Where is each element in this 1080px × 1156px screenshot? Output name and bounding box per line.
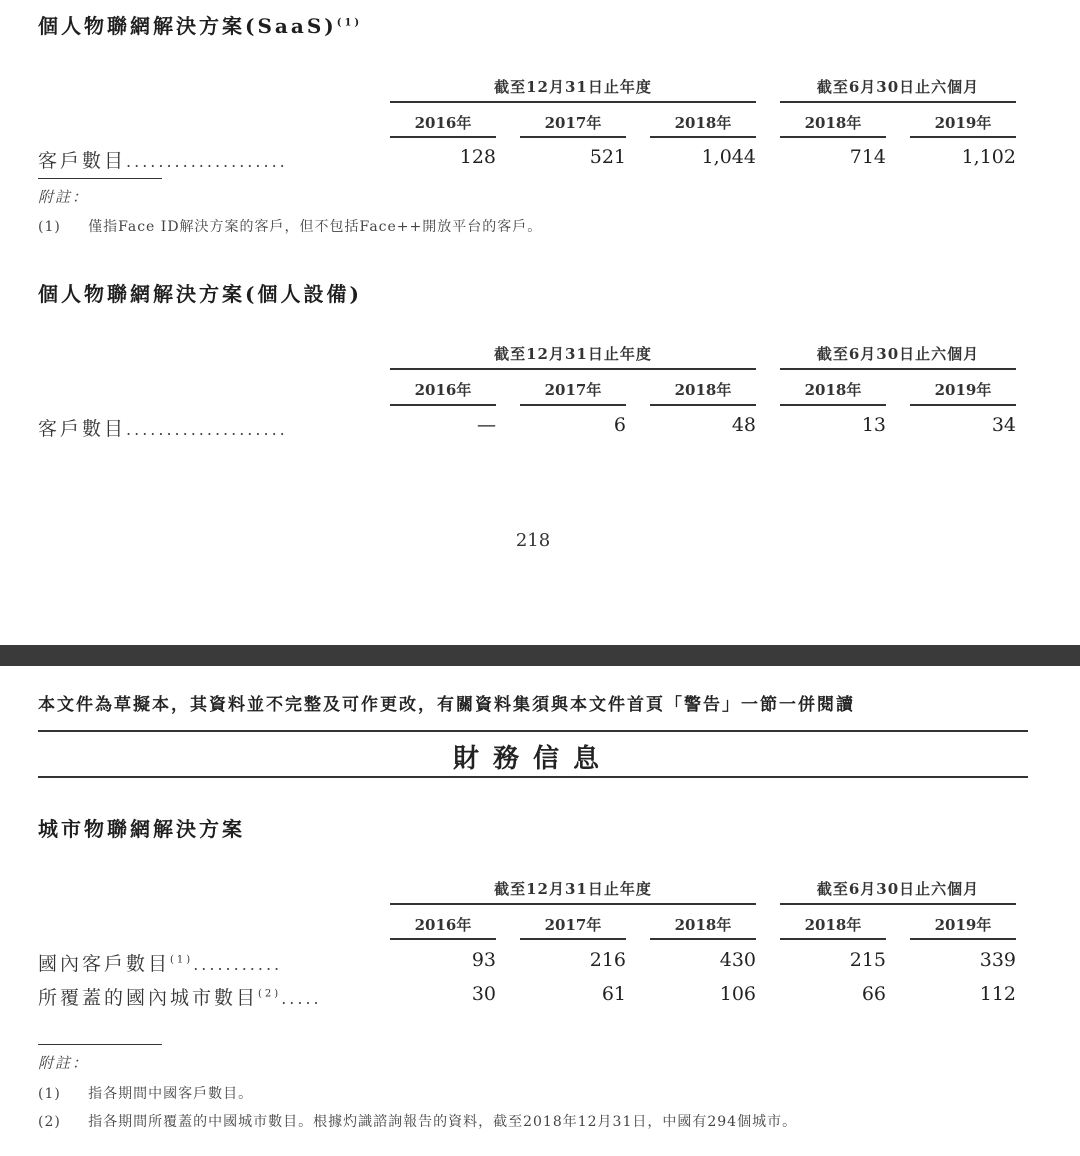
rule [390,368,756,370]
row-label: 客戶數目.................... [38,418,288,440]
table-cell: 1,044 [701,146,756,168]
rule [780,903,1016,905]
group-header-six-months: 截至6月30日止六個月 [816,880,980,898]
rule [780,404,886,406]
rule [780,368,1016,370]
table-cell: 13 [861,414,886,436]
rule [780,101,1016,103]
row-label: 國內客戶數目$^{(1)}$........... [38,953,283,975]
row-label: 客戶數目.................... [38,150,288,172]
rule [780,136,886,138]
rule [910,938,1016,940]
section-heading-personal-devices: 個人物聯網解決方案(個人設備) [38,282,362,306]
notes-title: 附註： [38,188,90,206]
section-heading-saas: 個人物聯網解決方案(SaaS)$^{(1)}$ [38,14,363,38]
table-cell: 48 [731,414,756,436]
year-header: 2018年 [804,114,862,132]
table-cell: — [477,414,496,436]
notes-rule [38,178,162,179]
table-cell: 106 [719,983,756,1005]
table-cell: 215 [849,949,886,971]
page-divider [0,645,1080,666]
rule [390,903,756,905]
group-header-year-end: 截至12月31日止年度 [494,78,652,96]
table-cell: 128 [459,146,496,168]
rule [910,136,1016,138]
rule [390,136,496,138]
rule [390,404,496,406]
rule [38,730,1028,732]
year-header: 2018年 [804,916,862,934]
year-header: 2018年 [804,381,862,399]
table-cell: 112 [979,983,1016,1005]
year-header: 2019年 [934,381,992,399]
rule [390,938,496,940]
table-cell: 521 [589,146,626,168]
year-header: 2016年 [414,916,472,934]
year-header: 2019年 [934,916,992,934]
year-header: 2016年 [414,381,472,399]
table-cell: 30 [471,983,496,1005]
rule [390,101,756,103]
section-title: 財務信息 [452,744,613,774]
footnote: (2) 指各期間所覆蓋的中國城市數目。根據灼識諮詢報告的資料，截至2018年12月31日，中國有294個城市。 [38,1114,798,1130]
year-header: 2019年 [934,114,992,132]
rule [780,938,886,940]
year-header: 2018年 [674,381,732,399]
table-cell: 34 [991,414,1016,436]
group-header-six-months: 截至6月30日止六個月 [816,78,980,96]
rule [650,136,756,138]
table-cell: 339 [979,949,1016,971]
table-cell: 61 [601,983,626,1005]
year-header: 2017年 [544,114,602,132]
rule [520,404,626,406]
group-header-six-months: 截至6月30日止六個月 [816,345,980,363]
footnote: (1) 指各期間中國客戶數目。 [38,1086,254,1102]
table-cell: 1,102 [961,146,1016,168]
notes-rule [38,1044,162,1045]
group-header-year-end: 截至12月31日止年度 [494,880,652,898]
year-header: 2016年 [414,114,472,132]
table-cell: 714 [849,146,886,168]
rule [910,404,1016,406]
table-cell: 66 [861,983,886,1005]
row-label: 所覆蓋的國內城市數目$^{(2)}$..... [38,987,322,1009]
page-number: 218 [515,530,551,551]
group-header-year-end: 截至12月31日止年度 [494,345,652,363]
rule [520,938,626,940]
table-cell: 430 [719,949,756,971]
table-cell: 93 [471,949,496,971]
rule [38,776,1028,778]
rule [650,404,756,406]
year-header: 2018年 [674,114,732,132]
footnote: (1) 僅指Face ID解決方案的客戶，但不包括Face++開放平台的客戶。 [38,219,543,235]
table-cell: 6 [613,414,626,436]
rule [520,136,626,138]
year-header: 2017年 [544,381,602,399]
table-cell: 216 [589,949,626,971]
draft-disclaimer: 本文件為草擬本，其資料並不完整及可作更改，有關資料集須與本文件首頁「警告」一節一併閱讀 [38,695,855,715]
year-header: 2018年 [674,916,732,934]
year-header: 2017年 [544,916,602,934]
section-heading-city-iot: 城市物聯網解決方案 [38,817,245,841]
rule [650,938,756,940]
notes-title: 附註： [38,1054,90,1072]
